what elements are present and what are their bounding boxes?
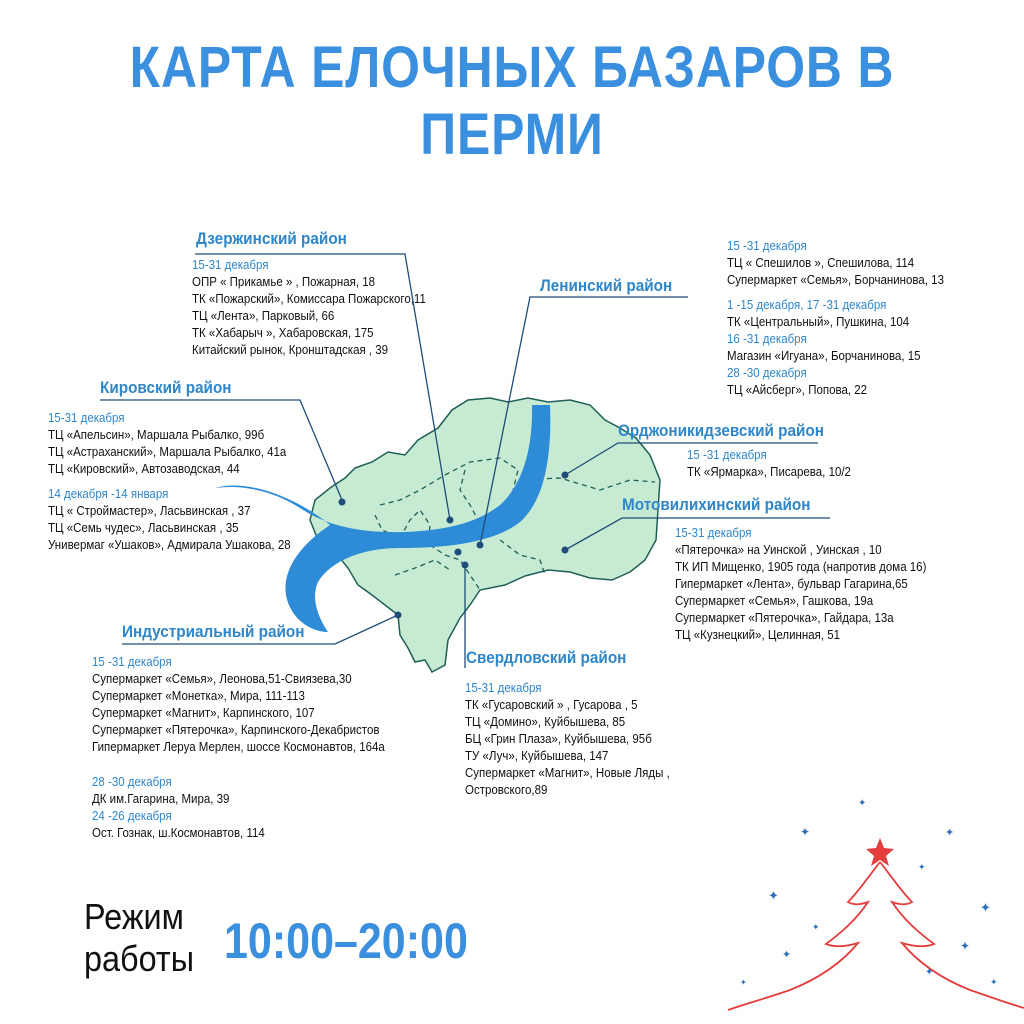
market-address: ТЦ «Кузнецкий», Целинная, 51: [675, 628, 841, 642]
snowflake-icon: ✦: [800, 825, 811, 839]
date-range: 28 -30 декабря: [92, 775, 172, 789]
market-address: Супермаркет «Семья», Гашкова, 19а: [675, 594, 874, 608]
marker-sverdlovsky: [462, 562, 469, 569]
market-address: Гипермаркет «Лента», бульвар Гагарина,65: [675, 577, 908, 591]
market-address: ТК «Пожарский», Комиссара Пожарского,11: [192, 292, 426, 306]
district-dzerzhinsky: [192, 229, 446, 359]
market-address: Супермаркет «Пятерочка», Гайдара, 13а: [675, 611, 894, 625]
snowflake-icon: ✦: [960, 939, 971, 953]
hours-label-line1: Режим: [84, 896, 184, 937]
market-address: Супермаркет «Пятерочка», Карпинского-Декабристов: [92, 723, 380, 737]
snowflake-icon: ✦: [768, 889, 779, 904]
district-name: Дзержинский район: [196, 229, 347, 248]
marker-dzerzhinsky: [447, 517, 454, 524]
market-address: ТУ «Луч», Куйбышева, 147: [465, 749, 609, 763]
date-range: 15 -31 декабря: [727, 239, 807, 253]
date-range: 24 -26 декабря: [92, 809, 172, 823]
district-name: Мотовилихинский район: [622, 495, 811, 514]
marker-kirovsky: [339, 499, 346, 506]
market-address: ТК «Хабарыч », Хабаровская, 175: [192, 326, 374, 340]
market-address: ТЦ «Домино», Куйбышева, 85: [465, 715, 626, 729]
market-address: ДК им.Гагарина, Мира, 39: [92, 792, 230, 806]
market-address: Супермаркет «Магнит», Карпинского, 107: [92, 706, 315, 720]
district-leninsky-title: [540, 276, 687, 296]
district-ordzhonikidzevsky: [618, 421, 865, 481]
market-address: ТЦ «Апельсин», Маршала Рыбалко, 99б: [48, 428, 265, 442]
market-address: Супермаркет «Монетка», Мира, 111-113: [92, 689, 305, 703]
district-industrialny: [92, 622, 410, 842]
market-address: ТЦ « Спешилов », Спешилова, 114: [727, 256, 915, 270]
market-address: ТК ИП Мищенко, 1905 года (напротив дома 16): [675, 560, 927, 574]
date-range: 15-31 декабря: [48, 411, 125, 425]
district-leninsky: [727, 238, 963, 399]
market-address: ТЦ «Айсберг», Попова, 22: [727, 383, 868, 397]
christmas-tree-icon: [728, 862, 1024, 1010]
snowflake-icon: ✦: [740, 978, 747, 987]
market-address: ТЦ «Кировский», Автозаводская, 44: [48, 462, 240, 476]
district-name: Кировский район: [100, 378, 232, 397]
snowflake-icon: ✦: [858, 798, 867, 809]
market-address: Супермаркет «Магнит», Новые Ляды ,: [465, 766, 670, 780]
market-address: «Пятерочка» на Уинской , Уинская , 10: [675, 543, 882, 557]
date-range: 14 декабря -14 января: [48, 487, 169, 501]
date-range: 15-31 декабря: [465, 681, 542, 695]
snowflake-icon: ✦: [918, 863, 926, 873]
market-address: БЦ «Грин Плаза», Куйбышева, 95б: [465, 732, 652, 746]
page-title: КАРТА ЕЛОЧНЫХ БАЗАРОВ В ПЕРМИ: [129, 35, 895, 167]
market-address: Островского,89: [465, 783, 548, 797]
market-address: Супермаркет «Семья», Леонова,51-Свиязева,30: [92, 672, 352, 686]
marker-motovilikhinsky: [562, 547, 569, 554]
marker-leninsky: [477, 542, 484, 549]
snowflake-icon: ✦: [782, 948, 792, 961]
hours-value: 10:00–20:00: [224, 913, 468, 969]
marker-center: [455, 549, 462, 556]
district-motovilikhinsky: [622, 495, 948, 644]
snowflake-icon: ✦: [945, 826, 955, 839]
district-name: Индустриальный район: [122, 622, 305, 641]
market-address: ТЦ « Строймастер», Ласьвинская , 37: [48, 504, 251, 518]
date-range: 16 -31 декабря: [727, 332, 807, 346]
market-address: ТЦ «Лента», Парковый, 66: [192, 309, 335, 323]
district-name: Свердловский район: [466, 648, 627, 667]
district-kirovsky: [48, 378, 312, 554]
marker-ordzhonikidzevsky: [562, 472, 569, 479]
market-address: ТК «Центральный», Пушкина, 104: [727, 315, 910, 329]
snowflake-icon: ✦: [812, 923, 820, 933]
market-address: Китайский рынок, Кронштадская , 39: [192, 343, 389, 357]
market-address: ТЦ «Семь чудес», Ласьвинская , 35: [48, 521, 239, 535]
market-address: Магазин «Игуана», Борчанинова, 15: [727, 349, 921, 363]
date-range: 1 -15 декабря, 17 -31 декабря: [727, 298, 887, 312]
date-range: 15 -31 декабря: [92, 655, 172, 669]
market-address: Универмаг «Ушаков», Адмирала Ушакова, 28: [48, 538, 291, 552]
market-address: ОПР « Прикамье » , Пожарная, 18: [192, 275, 376, 289]
district-sverdlovsky: [466, 648, 688, 799]
marker-industrialny: [395, 612, 402, 619]
market-address: Гипермаркет Леруа Мерлен, шоссе Космонавтов, 164а: [92, 740, 385, 754]
date-range: 15-31 декабря: [192, 258, 269, 272]
hours-label: [84, 896, 194, 980]
star-icon: [866, 838, 894, 866]
date-range: 28 -30 декабря: [727, 366, 807, 380]
date-range: 15 -31 декабря: [687, 448, 767, 462]
snowflake-icon: ✦: [980, 901, 991, 916]
district-name: Ленинский район: [540, 276, 673, 295]
snowflake-icon: ✦: [990, 978, 998, 988]
market-address: ТК «Ярмарка», Писарева, 10/2: [687, 465, 851, 479]
hours-label-line2: работы: [84, 938, 195, 979]
market-address: ТК «Гусаровский » , Гусарова , 5: [465, 698, 638, 712]
snowflake-icon: ✦: [925, 967, 934, 978]
date-range: 15-31 декабря: [675, 526, 752, 540]
market-address: ТЦ «Астраханский», Маршала Рыбалко, 41а: [48, 445, 287, 459]
district-name: Орджоникидзевский район: [618, 421, 825, 440]
market-address: Ост. Гознак, ш.Космонавтов, 114: [92, 826, 265, 840]
snowflakes: [740, 798, 998, 988]
market-address: Супермаркет «Семья», Борчанинова, 13: [727, 273, 944, 287]
